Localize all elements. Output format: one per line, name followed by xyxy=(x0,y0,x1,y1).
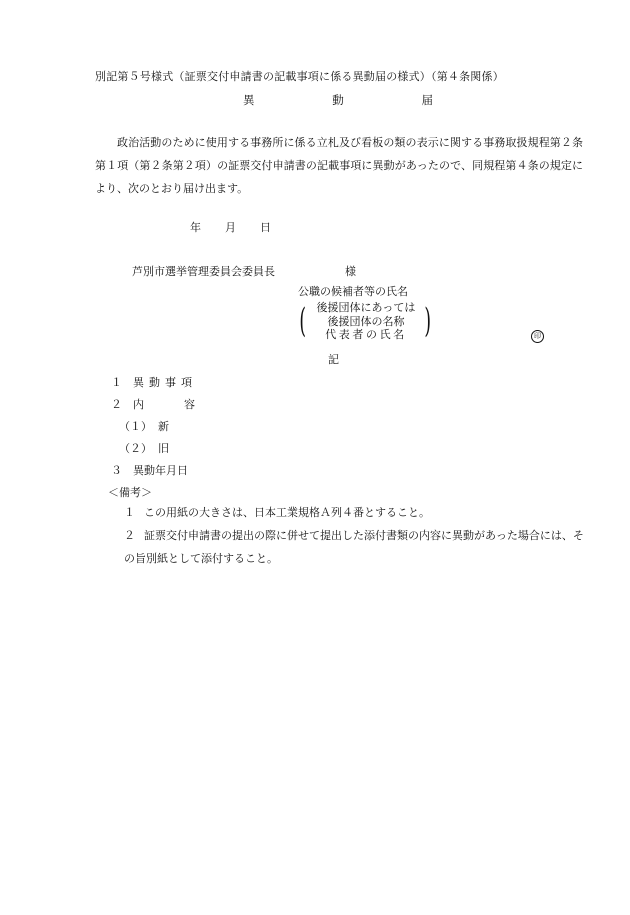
date-year: 年 xyxy=(190,221,201,234)
item-label-char: 容 xyxy=(184,398,195,411)
addressee-name: 芦別市選挙管理委員会委員長 xyxy=(132,265,275,278)
item-number: １ xyxy=(111,376,122,389)
remark-note-1 xyxy=(124,501,584,524)
seal-mark: 印 xyxy=(531,330,544,343)
sub-item-2 xyxy=(119,442,169,455)
title-char: 動 xyxy=(332,93,344,107)
item-label-char: 内 xyxy=(133,398,144,411)
item-label: 異動年月日 xyxy=(133,464,188,477)
remark-number: １ xyxy=(124,506,135,519)
sub-item-number: （１） xyxy=(119,420,152,433)
addressee-honorific: 様 xyxy=(345,265,356,278)
remark-number: ２ xyxy=(124,529,135,542)
remark-note-2 xyxy=(124,524,584,570)
remark-text: 証票交付申請書の提出の際に併せて提出した添付書類の内容に異動があった場合には、その旨別紙として添付すること。 xyxy=(124,529,584,565)
item-label: 異動事項 xyxy=(133,376,197,389)
group-line: 代表者の氏名 xyxy=(325,328,407,341)
item-3 xyxy=(111,464,188,477)
left-paren: ( xyxy=(299,301,306,341)
remark-text: この用紙の大きさは、日本工業規格Ａ列４番とすること。 xyxy=(144,506,430,519)
title-char: 異 xyxy=(243,93,255,107)
date-line xyxy=(190,221,271,234)
remarks-heading: ＜備考＞ xyxy=(108,486,152,499)
candidate-label: 公職の候補者等の氏名 xyxy=(298,285,408,298)
item-label xyxy=(133,398,195,411)
body-paragraph: 政治活動のために使用する事務所に係る立札及び看板の類の表示に関する事務取扱規程第２条第１項（第２条第２項）の証票交付申請書の記載事項に異動があったので、同規程第４条の規定により、次のとおり届け出ます。 xyxy=(95,136,583,195)
item-2 xyxy=(111,398,195,411)
date-month: 月 xyxy=(225,221,236,234)
ki-heading: 記 xyxy=(328,353,339,366)
sub-item-label: 新 xyxy=(158,420,169,433)
sub-item-1 xyxy=(119,420,169,433)
sub-item-number: （２） xyxy=(119,442,152,455)
form-id: 別記第５号様式（証票交付申請書の記載事項に係る異動届の様式）（第４条関係） xyxy=(95,70,504,83)
sub-item-label: 旧 xyxy=(158,442,169,455)
title-char: 届 xyxy=(421,93,433,107)
item-1 xyxy=(111,376,197,389)
item-number: ２ xyxy=(111,398,122,411)
date-day: 日 xyxy=(260,221,271,234)
item-number: ３ xyxy=(111,464,122,477)
group-name-block xyxy=(299,301,431,345)
document-title xyxy=(243,94,433,108)
group-line: 後援団体にあっては xyxy=(316,301,416,314)
right-paren: ) xyxy=(424,301,431,341)
group-line: 後援団体の名称 xyxy=(327,314,405,328)
